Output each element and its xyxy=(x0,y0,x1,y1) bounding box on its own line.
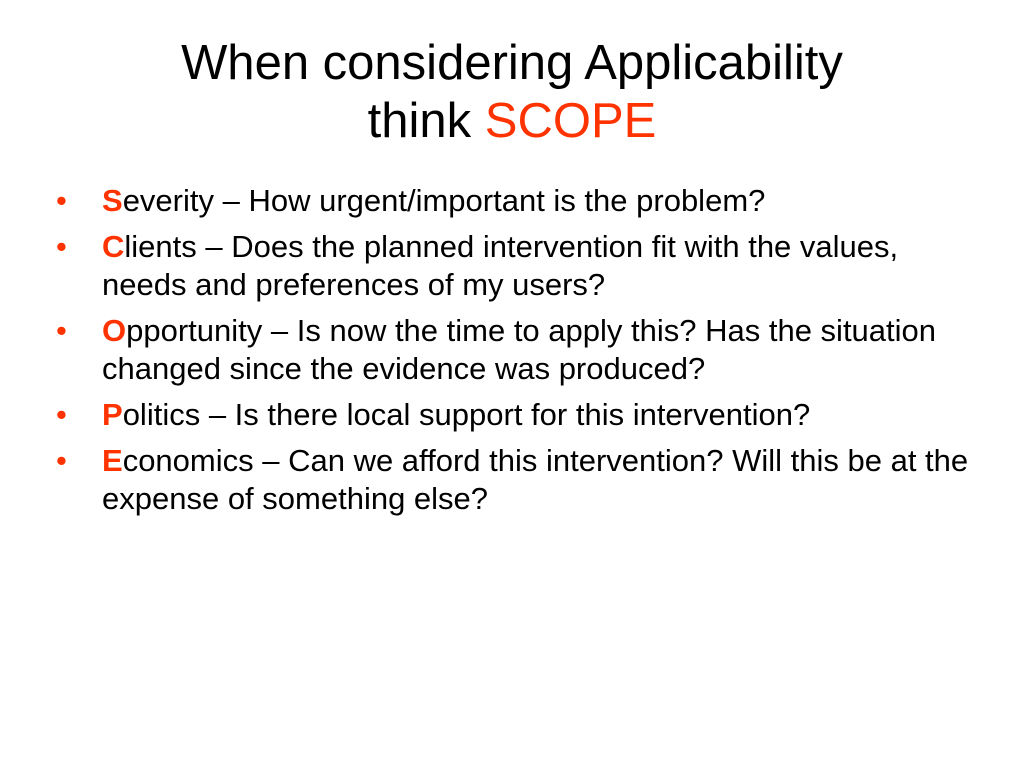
title-accent-scope: SCOPE xyxy=(484,94,657,148)
bullet-text: lients – Does the planned intervention fit with the values, needs and preferences of my users? xyxy=(102,229,899,302)
title-line-2 xyxy=(0,92,1024,150)
bullet-icon: • xyxy=(56,397,67,432)
bullet-icon: • xyxy=(56,443,67,478)
bullet-initial: P xyxy=(102,397,123,432)
title-line-1: When considering Applicability xyxy=(181,36,843,90)
bullet-text: olitics – Is there local support for this intervention? xyxy=(122,397,811,432)
bullet-text: everity – How urgent/important is the problem? xyxy=(122,183,766,218)
slide-title xyxy=(0,34,1024,150)
title-line-2-prefix: think xyxy=(367,94,485,148)
bullet-initial: C xyxy=(102,229,125,264)
bullet-icon: • xyxy=(56,183,67,218)
bullet-item-severity xyxy=(56,182,976,220)
bullet-text: conomics – Can we afford this intervention? Will this be at the expense of something else? xyxy=(102,443,969,516)
bullet-initial: O xyxy=(102,313,127,348)
bullet-icon: • xyxy=(56,229,67,264)
bullet-item-politics xyxy=(56,396,976,434)
bullet-item-clients xyxy=(56,228,976,304)
bullet-initial: E xyxy=(102,443,123,478)
bullet-item-economics xyxy=(56,442,976,518)
bullet-list xyxy=(56,182,976,526)
bullet-icon: • xyxy=(56,313,67,348)
bullet-item-opportunity xyxy=(56,312,976,388)
bullet-text: pportunity – Is now the time to apply this? Has the situation changed since the evidence was produced? xyxy=(102,313,937,386)
bullet-initial: S xyxy=(102,183,123,218)
